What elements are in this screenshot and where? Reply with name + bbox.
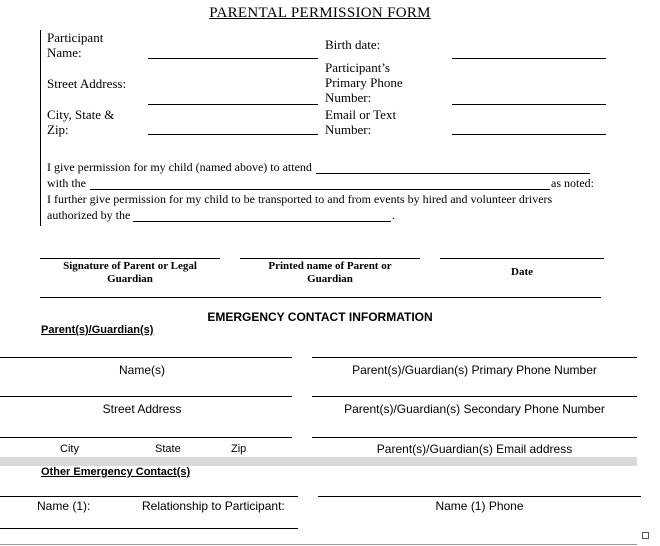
- city-state-zip-label: City, State & Zip:: [47, 107, 115, 137]
- parent-names-field[interactable]: [0, 357, 292, 358]
- participant-name-field[interactable]: [148, 58, 318, 59]
- street-address-label: Street Address:: [47, 76, 127, 91]
- parent-signature-field[interactable]: [40, 258, 220, 259]
- event-field[interactable]: [316, 173, 590, 174]
- city-state-zip-field[interactable]: [148, 134, 318, 135]
- form-title: PARENTAL PERMISSION FORM: [209, 5, 431, 21]
- email-text-label: Email or Text Number:: [325, 107, 397, 137]
- emergency-heading: EMERGENCY CONTACT INFORMATION: [207, 310, 433, 324]
- parent-street-label: Street Address: [102, 402, 182, 416]
- permission-line-4-start: authorized by the: [47, 208, 131, 222]
- authorized-by-field[interactable]: [133, 221, 391, 222]
- parent-email-label: Parent(s)/Guardian(s) Email address: [376, 442, 573, 456]
- parent-secondary-phone-field[interactable]: [312, 396, 637, 397]
- permission-line-3: I further give permission for my child to be transported to and from events by hired and volunteer drivers: [47, 192, 553, 206]
- parent-email-field[interactable]: [312, 437, 637, 438]
- parent-primary-phone-field[interactable]: [312, 357, 637, 358]
- permission-line-2-start: with the: [47, 176, 86, 190]
- birth-date-field[interactable]: [452, 58, 606, 59]
- date-label: Date: [511, 266, 533, 278]
- parents-heading: Parent(s)/Guardian(s): [41, 324, 154, 336]
- parent-signature-label: Signature of Parent or Legal Guardian: [63, 260, 197, 285]
- organization-field[interactable]: [90, 189, 550, 190]
- city-label: City: [60, 443, 79, 455]
- contact-name-1-field[interactable]: [0, 528, 298, 529]
- parent-street-field[interactable]: [0, 396, 292, 397]
- participant-name-label: Participant Name:: [47, 30, 104, 60]
- printed-name-label: Printed name of Parent or Guardian: [268, 260, 392, 285]
- permission-line-2-end: as noted:: [551, 176, 594, 190]
- page-bottom-edge: [0, 544, 637, 545]
- state-label: State: [155, 443, 181, 455]
- contact-name-1-phone-label: Name (1) Phone: [435, 499, 524, 513]
- parent-city-state-zip-field[interactable]: [0, 437, 292, 438]
- other-contact-phone-top-line: [318, 496, 641, 497]
- parent-secondary-phone-label: Parent(s)/Guardian(s) Secondary Phone Number: [344, 402, 605, 416]
- left-border: [40, 30, 41, 226]
- street-address-field[interactable]: [148, 104, 318, 105]
- contact-name-1-label: Name (1):: [37, 499, 91, 513]
- printed-name-field[interactable]: [240, 258, 420, 259]
- date-field[interactable]: [440, 258, 604, 259]
- parent-names-label: Name(s): [118, 363, 165, 377]
- relationship-label: Relationship to Participant:: [142, 499, 285, 513]
- corner-handle: [642, 532, 649, 539]
- parent-primary-phone-label: Parent(s)/Guardian(s) Primary Phone Number: [352, 363, 597, 377]
- permission-line-4-end: .: [392, 208, 395, 222]
- other-contacts-heading: Other Emergency Contact(s): [41, 466, 191, 478]
- primary-phone-field[interactable]: [452, 104, 606, 105]
- section-divider: [40, 297, 601, 298]
- zip-label: Zip: [231, 443, 247, 455]
- permission-line-1: I give permission for my child (named above) to attend: [47, 160, 312, 174]
- other-contact-top-line: [0, 496, 298, 497]
- birth-date-label: Birth date:: [325, 37, 381, 52]
- primary-phone-label: Participant’s Primary Phone Number:: [325, 60, 403, 105]
- email-text-field[interactable]: [452, 134, 606, 135]
